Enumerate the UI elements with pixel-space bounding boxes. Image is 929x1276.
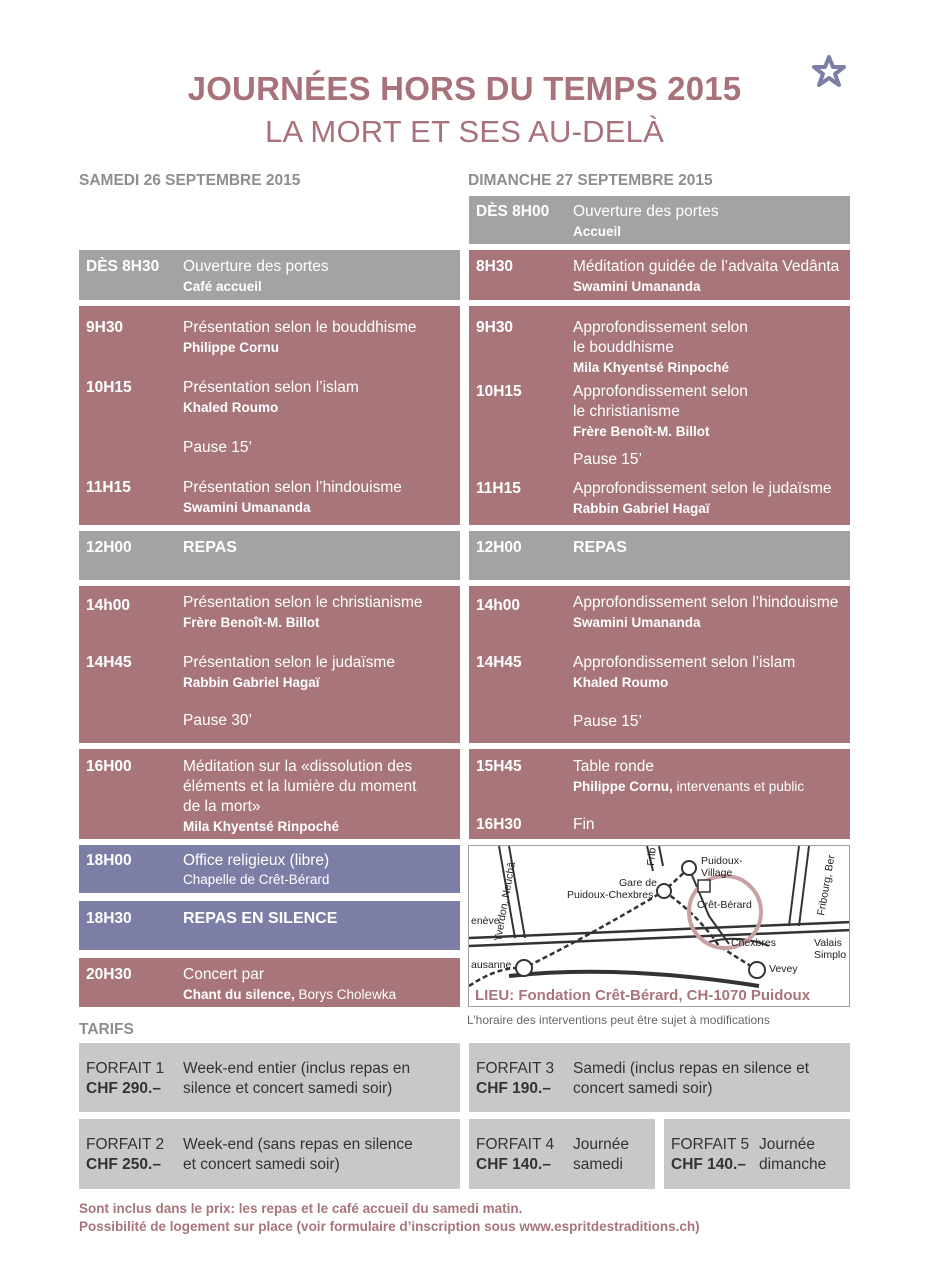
forfait-desc: samedi (573, 1156, 623, 1173)
sat-who: Rabbin Gabriel Hagaï (183, 675, 320, 690)
forfait-5-card (664, 1119, 850, 1189)
sun-who: Swamini Umananda (573, 279, 701, 294)
sat-label: Méditation sur la «dissolution des (183, 758, 413, 775)
forfait-price: CHF 290.– (86, 1080, 161, 1097)
sun-lunch-block (469, 531, 850, 580)
map-label-valais-1: Valais (814, 937, 842, 949)
map-label-cret-berard: Crêt-Bérard (697, 899, 752, 911)
forfait-desc: et concert samedi soir) (183, 1156, 340, 1173)
sat-label: Présentation selon le christianisme (183, 594, 423, 611)
sun-label: Approfondissement selon le judaïsme (573, 480, 832, 497)
sun-who: Swamini Umananda (573, 615, 701, 630)
map-label-geneve: enève (471, 915, 500, 927)
map-label-lausanne: ausanne (471, 959, 512, 971)
sun-time: 9H30 (476, 319, 514, 336)
forfait-name: FORFAIT 1 (86, 1060, 165, 1077)
sat-label: Office religieux (libre) (183, 852, 330, 869)
sun-opening-block (469, 196, 850, 244)
sun-label: Approfondissement selon l’hindouisme (573, 594, 839, 611)
sat-who: Mila Khyentsé Rinpoché (183, 819, 340, 834)
sat-time: 11H15 (86, 479, 131, 496)
sat-time: 14h00 (86, 597, 130, 614)
sun-label: Approfondissement selon (573, 319, 748, 336)
sun-who: Rabbin Gabriel Hagaï (573, 501, 710, 516)
forfait-price: CHF 140.– (671, 1156, 746, 1173)
forfait-desc: Samedi (inclus repas en silence et (573, 1060, 810, 1077)
sun-meditation-block (469, 250, 850, 300)
sun-who: Accueil (573, 224, 622, 239)
sun-time: 15H45 (476, 758, 522, 775)
forfait-desc: concert samedi soir) (573, 1080, 713, 1097)
sun-time: 10H15 (476, 383, 522, 400)
sun-time: 16H30 (476, 816, 522, 833)
location-label: LIEU: Fondation Crêt-Bérard, CH-1070 Puidoux (475, 987, 811, 1004)
sun-pause: Pause 15’ (573, 451, 642, 468)
sun-time: 14h00 (476, 597, 520, 614)
sat-opening-block (79, 250, 460, 300)
sat-time: 20H30 (86, 966, 132, 983)
sat-who: Khaled Roumo (183, 400, 279, 415)
sat-label: de la mort» (183, 798, 261, 815)
map-label-vevey: Vevey (769, 963, 798, 975)
sat-label: Présentation selon l’hindouisme (183, 479, 402, 496)
sat-pause: Pause 30’ (183, 712, 252, 729)
sat-label: Concert par (183, 966, 264, 983)
map-label-valais-2: Simplo (814, 949, 847, 961)
sat-time: 10H15 (86, 379, 132, 396)
sat-label: REPAS EN SILENCE (183, 910, 338, 927)
forfait-name: FORFAIT 3 (476, 1060, 555, 1077)
sun-afternoon-block (469, 586, 850, 743)
sat-time: 16H00 (86, 758, 132, 775)
sun-label: Approfondissement selon l’islam (573, 654, 796, 671)
sun-label: Méditation guidée de l’advaita Vedânta (573, 258, 840, 275)
sat-label: Présentation selon le judaïsme (183, 654, 395, 671)
sun-label: Fin (573, 816, 595, 833)
map-label-fribourg-right: Fribourg, Ber (815, 854, 838, 917)
forfait-desc: Week-end (sans repas en silence (183, 1136, 413, 1153)
page-title: JOURNÉES HORS DU TEMPS 2015 (187, 70, 742, 107)
map-label-yverdon: Yverdon, Neuchâ (492, 861, 518, 943)
sat-who: Frère Benoît-M. Billot (183, 615, 320, 630)
footer-line: Possibilité de logement sur place (voir formulaire d’inscription sous www.espritdestraditions.ch) (79, 1219, 700, 1234)
sat-afternoon-block (79, 586, 460, 743)
sun-label: Ouverture des portes (573, 203, 719, 220)
sat-who: Philippe Cornu (183, 340, 279, 355)
map-label-fribourg-top: Frib (645, 847, 659, 867)
sat-meditation-block (79, 749, 460, 839)
map-label-gare-1: Gare de (619, 877, 657, 889)
sat-time: 9H30 (86, 319, 124, 336)
sat-time: 14H45 (86, 654, 132, 671)
footer-info (79, 1200, 700, 1236)
sun-time: 14H45 (476, 654, 522, 671)
forfait-name: FORFAIT 2 (86, 1136, 165, 1153)
sat-concert-block (79, 958, 460, 1007)
tarifs-heading: TARIFS (79, 1021, 134, 1038)
sun-who: Khaled Roumo (573, 675, 669, 690)
sun-time: 12H00 (476, 539, 522, 556)
saturday-heading: SAMEDI 26 SEPTEMBRE 2015 (79, 172, 301, 189)
forfait-2-card (79, 1119, 460, 1189)
sun-roundtable-block (469, 749, 850, 839)
sat-morning-block (79, 306, 460, 525)
forfait-name: FORFAIT 5 (671, 1136, 750, 1153)
sun-time: 11H15 (476, 480, 521, 497)
sun-who-extra: intervenants et public (672, 779, 805, 794)
sun-morning-block (469, 306, 850, 525)
sat-office-block (79, 845, 460, 893)
page-subtitle: LA MORT ET SES AU-DELÀ (265, 114, 664, 149)
sat-who-extra: Borys Cholewka (294, 987, 397, 1002)
footer-line: Sont inclus dans le prix: les repas et le café accueil du samedi matin. (79, 1201, 523, 1216)
forfait-4-card (469, 1119, 655, 1189)
sun-who: Philippe Cornu, (573, 779, 673, 794)
forfait-desc: dimanche (759, 1156, 827, 1173)
sun-label: Table ronde (573, 758, 655, 775)
sat-pause: Pause 15’ (183, 439, 252, 456)
sat-lunch-block (79, 531, 460, 580)
location-map (468, 845, 850, 1007)
star-outline-icon (811, 54, 847, 88)
sun-label: le christianisme (573, 403, 680, 420)
map-label-chexbres: Chexbres (731, 937, 776, 949)
sat-time: 18H30 (86, 910, 132, 927)
forfait-desc: Week-end entier (inclus repas en (183, 1060, 411, 1077)
map-label-puidoux-village-2: Village (701, 867, 733, 879)
sun-label: Approfondissement selon (573, 383, 748, 400)
sat-label: éléments et la lumière du moment (183, 778, 417, 795)
map-label-gare-2: Puidoux-Chexbres (567, 889, 654, 901)
sat-label: Présentation selon le bouddhisme (183, 319, 417, 336)
sat-silent-meal-block (79, 901, 460, 950)
schedule-note: L’horaire des interventions peut être sujet à modifications (467, 1013, 770, 1027)
sunday-heading: DIMANCHE 27 SEPTEMBRE 2015 (468, 172, 713, 189)
sat-label: Présentation selon l’islam (183, 379, 359, 396)
forfait-desc: Journée (573, 1136, 630, 1153)
sun-who: Frère Benoît-M. Billot (573, 424, 710, 439)
forfait-3-card (469, 1043, 850, 1112)
sun-who: Mila Khyentsé Rinpoché (573, 360, 730, 375)
forfait-desc: silence et concert samedi soir) (183, 1080, 393, 1097)
sat-who: Swamini Umananda (183, 500, 311, 515)
forfait-price: CHF 140.– (476, 1156, 551, 1173)
sun-time: 8H30 (476, 258, 514, 275)
sat-who: Chapelle de Crêt-Bérard (183, 872, 330, 887)
sat-who: Café accueil (183, 279, 262, 294)
sat-label: REPAS (183, 539, 237, 556)
sat-time: DÈS 8H30 (86, 258, 160, 275)
forfait-desc: Journée (759, 1136, 816, 1153)
sun-pause: Pause 15’ (573, 713, 642, 730)
forfait-price: CHF 250.– (86, 1156, 161, 1173)
sat-time: 18H00 (86, 852, 132, 869)
sat-label: Ouverture des portes (183, 258, 329, 275)
forfait-name: FORFAIT 4 (476, 1136, 555, 1153)
sat-time: 12H00 (86, 539, 132, 556)
map-drawing (469, 846, 850, 1007)
sat-who: Chant du silence, (183, 987, 295, 1002)
forfait-1-card (79, 1043, 460, 1112)
sun-label: le bouddhisme (573, 339, 674, 356)
forfait-price: CHF 190.– (476, 1080, 551, 1097)
sun-time: DÈS 8H00 (476, 203, 550, 220)
sun-label: REPAS (573, 539, 627, 556)
map-label-puidoux-village-1: Puidoux- (701, 855, 743, 867)
